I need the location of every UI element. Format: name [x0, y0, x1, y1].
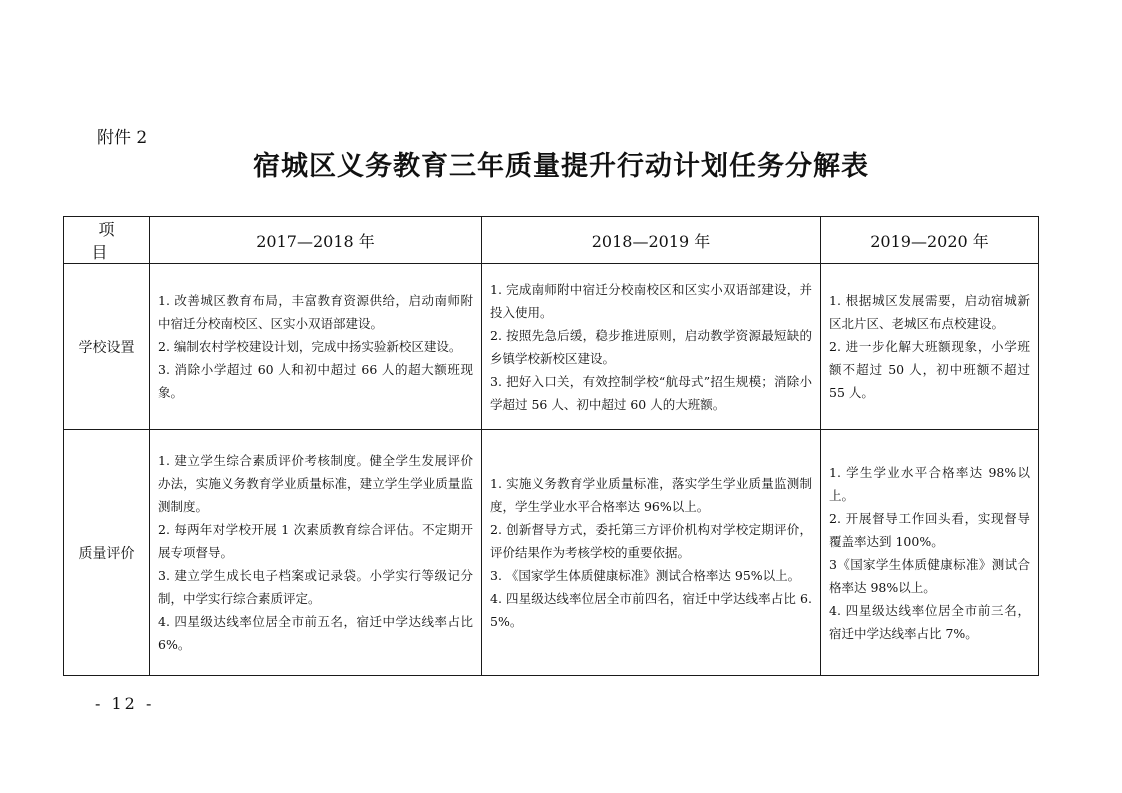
header-2018-2019: 2018—2019 年	[482, 217, 821, 264]
header-item: 项 目	[64, 217, 150, 264]
task-item: 4. 四星级达线率位居全市前三名，宿迁中学达线率占比 7%。	[829, 602, 1030, 641]
table-header-row	[64, 217, 1039, 264]
task-item: 3. 消除小学超过 60 人和初中超过 66 人的超大额班现象。	[158, 362, 473, 400]
task-item: 2. 每两年对学校开展 1 次素质教育综合评估。不定期开展专项督导。	[158, 522, 473, 560]
page-number: - 12 -	[95, 694, 155, 713]
document-title: 宿城区义务教育三年质量提升行动计划任务分解表	[253, 151, 869, 182]
task-item: 2. 开展督导工作回头看，实现督导覆盖率达到 100%。	[829, 510, 1030, 549]
task-item: 4. 四星级达线率位居全市前五名，宿迁中学达线率占比 6%。	[158, 614, 473, 652]
cell-2017-2018	[150, 430, 482, 676]
task-item: 1. 根据城区发展需要，启动宿城新区北片区、老城区布点校建设。	[829, 293, 1030, 331]
cell-2017-2018	[150, 264, 482, 430]
task-item: 2. 编制农村学校建设计划，完成中扬实验新校区建设。	[158, 339, 462, 354]
task-item: 1. 改善城区教育布局，丰富教育资源供给，启动南师附中宿迁分校南校区、区实小双语部建设。	[158, 293, 473, 331]
table-row-quality-evaluation	[64, 430, 1039, 676]
task-item: 1. 建立学生综合素质评价考核制度。健全学生发展评价办法，实施义务教育学业质量标准，建立学生学业质量监测制度。	[158, 453, 473, 514]
cell-2018-2019	[482, 430, 821, 676]
task-item: 1. 实施义务教育学业质量标准，落实学生学业质量监测制度，学生学业水平合格率达 96%以上。	[490, 476, 812, 514]
task-item: 1. 完成南师附中宿迁分校南校区和区实小双语部建设，并投入使用。	[490, 281, 812, 320]
task-item: 3. 《国家学生体质健康标准》测试合格率达 95%以上。	[490, 568, 801, 583]
annex-label: 附件 2	[97, 128, 148, 148]
task-item: 2. 创新督导方式，委托第三方评价机构对学校定期评价，评价结果作为考核学校的重要依据。	[490, 522, 812, 560]
header-2017-2018: 2017—2018 年	[150, 217, 482, 264]
task-item: 2. 按照先急后缓，稳步推进原则，启动教学资源最短缺的乡镇学校新校区建设。	[490, 327, 812, 366]
task-item: 4. 四星级达线率位居全市前四名，宿迁中学达线率占比 6. 5%。	[490, 591, 812, 629]
cell-2019-2020	[821, 264, 1039, 430]
table-row-school-setup	[64, 264, 1039, 430]
row-label: 质量评价	[64, 430, 150, 676]
row-label: 学校设置	[64, 264, 150, 430]
header-2019-2020: 2019—2020 年	[821, 217, 1039, 264]
task-item: 1. 学生学业水平合格率达 98%以上。	[829, 464, 1030, 503]
task-item: 3. 建立学生成长电子档案或记录袋。小学实行等级记分制，中学实行综合素质评定。	[158, 568, 473, 606]
task-item: 3《国家学生体质健康标准》测试合格率达 98%以上。	[829, 556, 1030, 595]
task-item: 3. 把好入口关，有效控制学校“航母式”招生规模；消除小学超过 56 人、初中超过 60 人的大班额。	[490, 373, 812, 412]
task-item: 2. 进一步化解大班额现象，小学班额不超过 50 人，初中班额不超过 55 人。	[829, 339, 1030, 400]
cell-2018-2019	[482, 264, 821, 430]
task-breakdown-table	[63, 216, 1039, 676]
cell-2019-2020	[821, 430, 1039, 676]
